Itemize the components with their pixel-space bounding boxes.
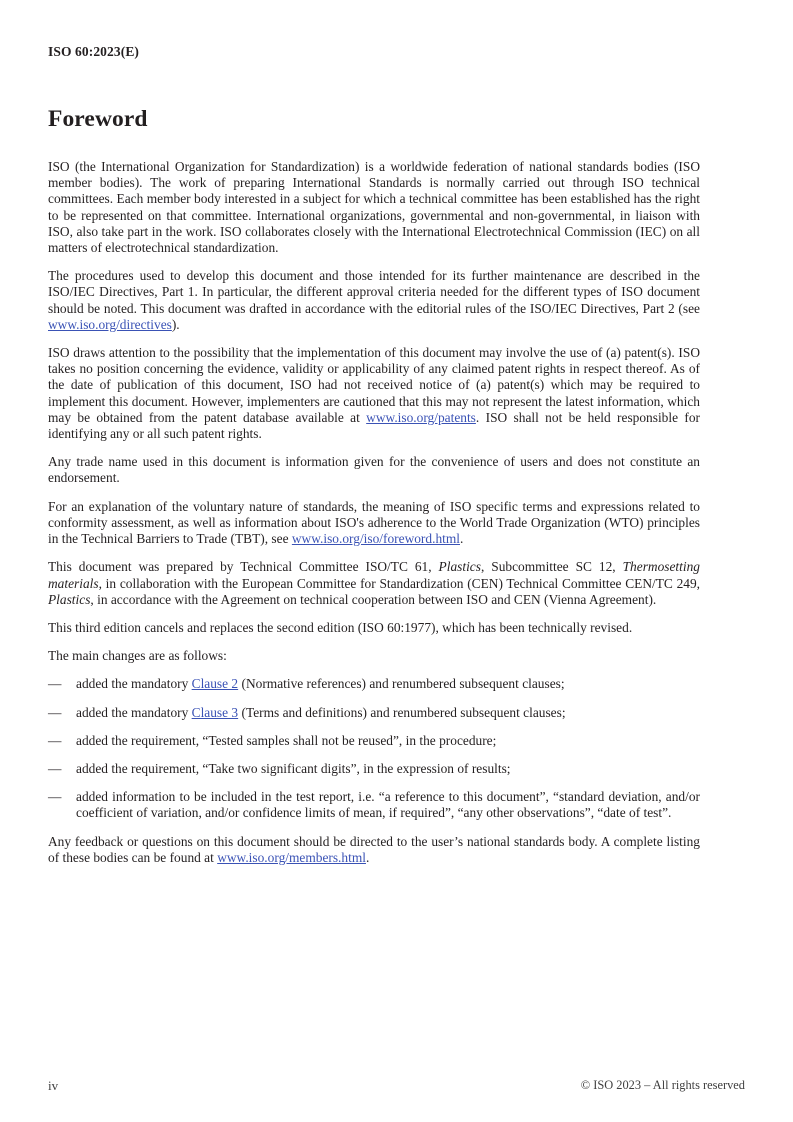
list-item bbox=[48, 761, 700, 777]
page-footer bbox=[48, 1078, 745, 1122]
running-head: ISO 60:2023(E) bbox=[48, 44, 140, 59]
paragraph-feedback bbox=[48, 822, 700, 866]
committee-italic-plastics-2: Plastics bbox=[48, 591, 91, 607]
page-title: Foreword bbox=[48, 106, 148, 133]
copyright-notice: © ISO 2023 – All rights reserved bbox=[580, 1078, 745, 1092]
committee-text-1: This document was prepared by Technical Committee ISO/TC 61, bbox=[48, 559, 439, 575]
paragraph-patents-text-after: . ISO shall not be held responsible for identifying any or all such patent rights. bbox=[48, 409, 700, 442]
list-item bbox=[48, 733, 700, 749]
committee-text-3: , in collaboration with the European Committee for Standardization (CEN) Technical Committee CEN/TC 249, bbox=[98, 575, 700, 591]
paragraph-trade-name: Any trade name used in this document is information given for the convenience of users and does not constitute an endorsement. bbox=[48, 454, 700, 486]
page-number: iv bbox=[48, 1078, 59, 1093]
committee-text-4: , in accordance with the Agreement on technical cooperation between ISO and CEN (Vienna Agreement). bbox=[90, 591, 657, 607]
list-item bbox=[48, 676, 700, 692]
paragraph-voluntary-nature bbox=[48, 499, 700, 548]
paragraph-patents-text-before: ISO draws attention to the possibility that the implementation of this document may involve the use of (a) patent(s). ISO takes no position concerning the evidence, validity or applicability of any claimed patent rights in respect thereof. As of the date of publication of this document, ISO had not received notice of (a) patent(s) which may be required to implement this document. However, implementers are cautioned that this may not represent the latest information, which may be obtained from the patent database available at bbox=[48, 345, 700, 425]
paragraph-edition: This third edition cancels and replaces the second edition (ISO 60:1977), which has been technically revised. bbox=[48, 619, 633, 635]
paragraph-feedback-text-after: . bbox=[365, 849, 370, 865]
paragraph-procedures bbox=[48, 268, 700, 333]
list-item-text-before: added the mandatory bbox=[76, 676, 192, 692]
paragraph-voluntary-text-before: For an explanation of the voluntary nature of standards, the meaning of ISO specific terms and expressions related to conformity assessment, as well as information about ISO's adherence to the World Trade Organization (WTO) principles in the Technical Barriers to Trade (TBT), see bbox=[48, 498, 700, 547]
paragraph-patents bbox=[48, 345, 700, 442]
list-item-text: added information to be included in the test report, i.e. “a reference to this document”, “standard deviation, and/or coefficient of variation, and/or confidence limits of mean, if required”, “any other observations”, “date of test”. bbox=[76, 789, 700, 821]
em-dash-bullet-icon: — bbox=[48, 704, 62, 720]
committee-italic-thermosetting: Thermosetting materials bbox=[48, 559, 700, 591]
foreword-body bbox=[48, 133, 700, 866]
committee-text-2: , Subcommittee SC 12, bbox=[480, 559, 623, 575]
list-item-text-after: (Normative references) and renumbered subsequent clauses; bbox=[238, 676, 565, 692]
link-clause-3[interactable]: Clause 3 bbox=[191, 704, 239, 720]
em-dash-bullet-icon: — bbox=[48, 789, 62, 805]
paragraph-procedures-text-before: The procedures used to develop this document and those intended for its further maintenance are described in the ISO/IEC Directives, Part 1. In particular, the different approval criteria needed for the different types of ISO document should be noted. This document was drafted in accordance with the editorial rules of the ISO/IEC Directives, Part 2 (see bbox=[48, 268, 700, 316]
paragraph-feedback-text-before: Any feedback or questions on this document should be directed to the user’s national standards body. A complete listing of these bodies can be found at bbox=[48, 833, 700, 865]
em-dash-bullet-icon: — bbox=[48, 676, 62, 692]
paragraph-iso-definition: ISO (the International Organization for Standardization) is a worldwide federation of national standards bodies (ISO member bodies). The work of preparing International Standards is normally carried out through ISO technical committees. Each member body interested in a subject for which a technical committee has been established has the right to be represented on that committee. International organizations, governmental and non-governmental, in liaison with ISO, also take part in the work. ISO collaborates closely with the International Electrotechnical Commission (IEC) on all matters of electrotechnical standardization. bbox=[48, 159, 700, 256]
em-dash-bullet-icon: — bbox=[48, 760, 62, 776]
link-iso-directives[interactable]: www.iso.org/directives bbox=[48, 316, 172, 332]
main-changes-list bbox=[48, 676, 700, 821]
list-item-text-before: added the mandatory bbox=[76, 704, 192, 720]
link-clause-2[interactable]: Clause 2 bbox=[191, 676, 239, 692]
page-content bbox=[48, 0, 700, 866]
paragraph-committee bbox=[48, 559, 700, 608]
list-item-text: added the requirement, “Tested samples shall not be reused”, in the procedure; bbox=[76, 732, 497, 748]
paragraph-procedures-text-after: ). bbox=[171, 316, 180, 332]
paragraph-voluntary-text-after: . bbox=[460, 531, 464, 547]
link-iso-patents[interactable]: www.iso.org/patents bbox=[366, 409, 476, 425]
list-item-text: added the requirement, “Take two significant digits”, in the expression of results; bbox=[76, 760, 511, 776]
list-item bbox=[48, 789, 700, 821]
paragraph-main-changes-lead: The main changes are as follows: bbox=[48, 648, 227, 664]
em-dash-bullet-icon: — bbox=[48, 732, 62, 748]
committee-italic-plastics-1: Plastics bbox=[438, 559, 481, 575]
list-item bbox=[48, 705, 700, 721]
link-iso-foreword[interactable]: www.iso.org/iso/foreword.html bbox=[291, 531, 460, 547]
list-item-text-after: (Terms and definitions) and renumbered subsequent clauses; bbox=[238, 704, 566, 720]
link-iso-members[interactable]: www.iso.org/members.html bbox=[217, 849, 366, 865]
